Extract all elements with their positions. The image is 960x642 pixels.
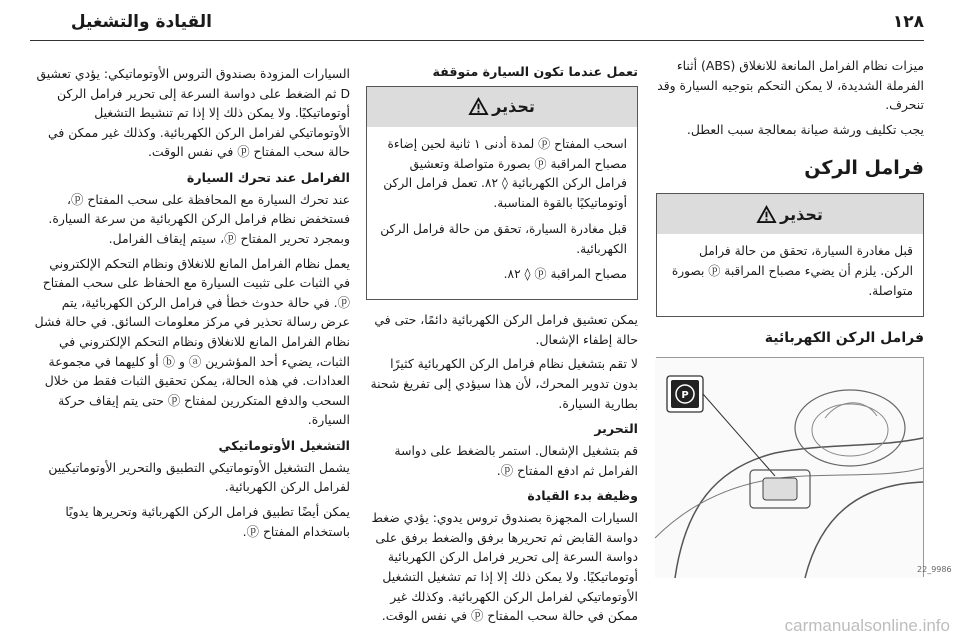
heading-drive-off: وظيفة بدء القيادة <box>527 488 638 504</box>
paragraph-ignition: يمكن تعشيق فرامل الركن الكهربائية دائمًا، حتى في حالة إطفاء الإشعال. <box>374 312 638 347</box>
warning-text-1: اسحب المفتاح ⓟ لمدة أدنى ١ ثانية لحين إضاءة مصباح المراقبة ⓟ بصورة متواصلة وتعشيق فرامل الركن الكهربائية ◊ ٨٢. تعمل فرامل الركن أوتوماتيكيًا بالقوة المناسبة. <box>383 136 627 211</box>
subsection-title-electric-brake: فرامل الركن الكهربائية <box>764 329 924 346</box>
warning-triangle-icon <box>469 98 488 115</box>
figure-id: 9986_22 <box>917 564 952 574</box>
warning-triangle-icon <box>757 206 776 223</box>
page-header <box>0 8 960 38</box>
paragraph-automatic-2: يمكن أيضًا تطبيق فرامل الركن الكهربائية وتحريرها يدويًا باستخدام المفتاح ⓟ. <box>65 504 350 539</box>
warning-box-apply <box>366 86 638 300</box>
paragraph-battery: لا تقم بتشغيل نظام فرامل الركن الكهربائية كثيرًا بدون تدوير المحرك، لأن هذا سيؤدي إلى تفريغ شحنة بطارية السيارة. <box>370 356 638 411</box>
middle-column <box>366 56 638 631</box>
right-column <box>656 56 952 577</box>
paragraph-braking-while-moving: عند تحرك السيارة مع المحافظة على سحب المفتاح ⓟ، فستخفض نظام فرامل الركن الكهربائية من سرعة السيارة. وبمجرد تحرير المفتاح ⓟ، سيتم إيقاف الفرامل. <box>48 191 350 247</box>
warning-body <box>367 127 637 299</box>
heading-apply-when-stopped: تعمل عندما تكون السيارة متوقفة <box>432 64 638 79</box>
paragraph-drive-off: السيارات المجهزة بصندوق تروس يدوي: يؤدي ضغط دواسة القابض ثم تحريرها برفق والضغط برفق على دواسة السرعة إلى تحرير فرامل الركن الكهربائية أوتوماتيكيًا. ولا يمكن ذلك إلا إذا تم تشغيل التشغيل الأوتوماتيكي لفرامل الركن الكهربائية. وكذلك غير ممكن في حالة سحب المفتاح ⓟ في نفس الوقت. <box>371 510 638 624</box>
section-title-parking-brake: فرامل الركن <box>804 157 924 180</box>
left-column <box>34 64 350 546</box>
page-number: ١٢٨ <box>892 12 924 32</box>
paragraph-automatic-1: يشمل التشغيل الأوتوماتيكي التطبيق والتحرير الأوتوماتيكيين لفرامل الركن الكهربائية. <box>48 459 350 495</box>
warning-body <box>657 234 923 315</box>
warning-text-3: مصباح المراقبة ⓟ ◊ ٨٢. <box>503 267 627 282</box>
heading-automatic-operation: التشغيل الأوتوماتيكي <box>218 437 350 453</box>
paragraph-release: قم بتشغيل الإشعال. استمر بالضغط على دواسة الفرامل ثم ادفع المفتاح ⓟ. <box>394 443 638 478</box>
paragraph-abs-esc: يعمل نظام الفرامل المانع للانغلاق ونظام التحكم الإلكتروني في الثبات على تثبيت السيارة مع الحفاظ على سحب المفتاح ⓟ. في حالة حدوث خطأ في فرامل الركن الكهربائية، يتم عرض رسالة تحذير في مركز معلومات السائق. في حالة فشل نظام الفرامل المانع للانغلاق ونظام التحكم الإلكتروني في الثبات، يضيء أحد المؤشرين ⓐ و ⓑ أو كليهما في مجموعة العدادات. في هذه الحالة، يمكن تحقيق الثبات فقط من خلال السحب والدفع المتكررين لمفتاح ⓟ حتى يتم إيقاف حركة السيارة. <box>34 255 350 428</box>
warning-title: تحذير <box>492 97 535 117</box>
svg-text:P: P <box>681 389 689 401</box>
warning-title: تحذير <box>780 204 823 224</box>
heading-braking-while-moving: الفرامل عند تحرك السيارة <box>186 169 350 185</box>
heading-release: التحرير <box>594 421 638 437</box>
warning-header <box>367 87 637 127</box>
parking-brake-switch-illustration <box>656 357 952 577</box>
service-note: يجب تكليف ورشة صيانة بمعالجة سبب العطل. <box>686 121 924 137</box>
watermark: carmanualsonline.info <box>784 616 950 635</box>
warning-text-2: قبل مغادرة السيارة، تحقق من حالة فرامل الركن الكهربائية. <box>380 221 627 256</box>
abs-intro-paragraph: ميزات نظام الفرامل المانعة للانغلاق (ABS) أثناء الفرملة الشديدة، لا يمكن التحكم بتوجيه السيارة وقد تنحرف. <box>657 58 924 113</box>
console-drawing <box>655 358 952 578</box>
paragraph-automatic-gearbox: السيارات المزودة بصندوق التروس الأوتوماتيكي: يؤدي تعشيق D ثم الضغط على دواسة السرعة إلى تحرير فرامل الركن أوتوماتيكيًا. ولا يمكن ذلك إلا إذا تم تنشيط التشغيل الأوتوماتيكي لفرامل الركن الكهربائية. وكذلك غير ممكن في حالة سحب المفتاح ⓟ في نفس الوقت. <box>36 66 350 160</box>
warning-text: قبل مغادرة السيارة، تحقق من حالة فرامل الركن. يلزم أن يضيء مصباح المراقبة ⓟ بصورة متواصلة. <box>671 244 913 298</box>
running-title: القيادة والتشغيل <box>70 12 212 32</box>
header-divider <box>30 40 924 41</box>
warning-box-parking <box>656 193 924 316</box>
warning-header <box>657 194 923 234</box>
